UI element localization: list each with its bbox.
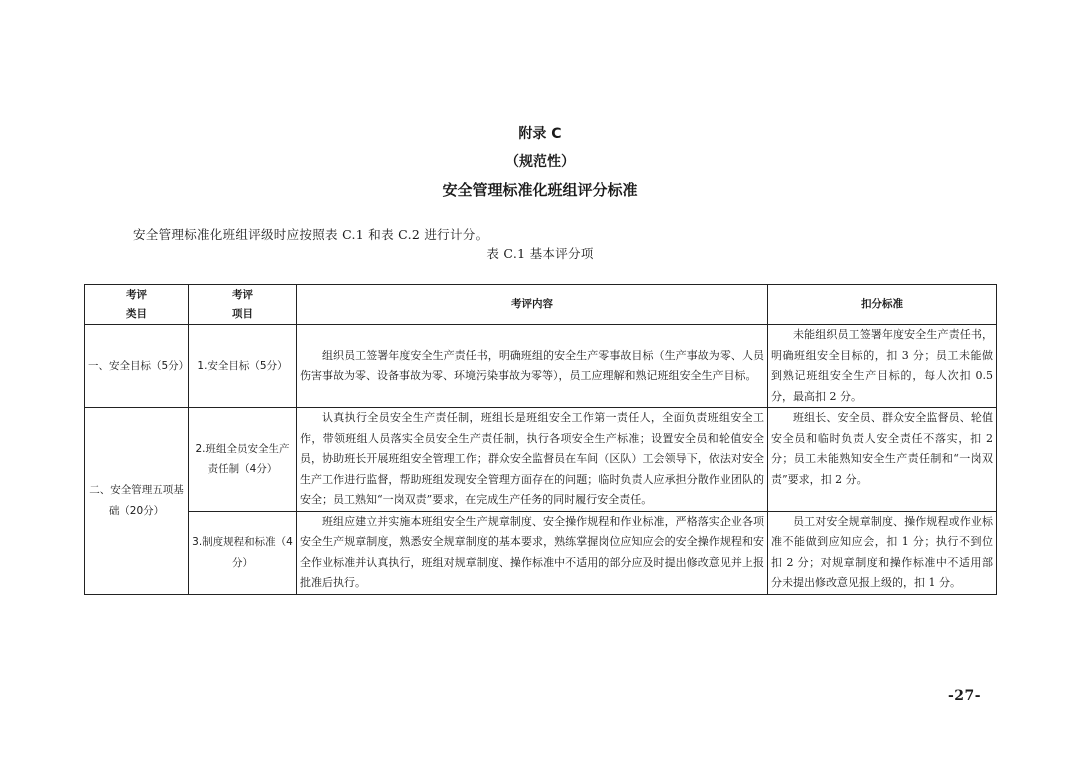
table-row bbox=[85, 511, 997, 594]
content-cell: 班组应建立并实施本班组安全生产规章制度、安全操作规程和作业标准，严格落实企业各项安全生产规章制度，熟悉安全规章制度的基本要求，熟练掌握岗位应知应会的安全操作规程和安全作业标准并认真执行，班组对规章制度、操作标准中不适用的部分应及时提出修改意见并上报批准后执行。 bbox=[297, 511, 768, 594]
content-cell: 认真执行全员安全生产责任制，班组长是班组安全工作第一责任人，全面负责班组安全工作，带领班组人员落实全员安全生产责任制，执行各项安全生产标准；设置安全员和轮值安全员，协助班长开展班组安全管理工作；群众安全监督员在车间（区队）工会领导下，依法对安全生产工作进行监督，帮助班组发现安全管理方面存在的问题；临时负责人应承担分散作业团队的安全；员工熟知“一岗双责”要求，在完成生产任务的同时履行安全责任。 bbox=[297, 408, 768, 512]
table-row bbox=[85, 408, 997, 512]
deduction-cell: 员工对安全规章制度、操作规程或作业标准不能做到应知应会，扣 1 分；执行不到位扣 2 分；对规章制度和操作标准中不适用部分未提出修改意见报上级的，扣 1 分。 bbox=[768, 511, 997, 594]
header-category: 考评 类目 bbox=[85, 285, 189, 325]
deduction-cell: 班组长、安全员、群众安全监督员、轮值安全员和临时负责人安全责任不落实，扣 2 分；员工未能熟知安全生产责任制和“一岗双责”要求，扣 2 分。 bbox=[768, 408, 997, 512]
basic-scoring-table bbox=[84, 284, 997, 595]
intro-paragraph: 安全管理标准化班组评级时应按照表 C.1 和表 C.2 进行计分。 bbox=[133, 227, 489, 242]
header-item: 考评 项目 bbox=[189, 285, 297, 325]
item-cell: 1.安全目标（5分） bbox=[189, 325, 297, 408]
item-cell: 2.班组全员安全生产责任制（4分） bbox=[189, 408, 297, 512]
deduction-cell: 未能组织员工签署年度安全生产责任书，明确班组安全目标的，扣 3 分；员工未能做到熟记班组安全生产目标的，每人次扣 0.5 分，最高扣 2 分。 bbox=[768, 325, 997, 408]
item-cell: 3.制度规程和标准（4分） bbox=[189, 511, 297, 594]
category-cell: 一、安全目标（5分） bbox=[85, 325, 189, 408]
appendix-subject-title: 安全管理标准化班组评分标准 bbox=[442, 181, 638, 199]
page-number: -27- bbox=[948, 688, 982, 704]
header-content: 考评内容 bbox=[297, 285, 768, 325]
table-row bbox=[85, 325, 997, 408]
header-deduction: 扣分标准 bbox=[768, 285, 997, 325]
content-cell: 组织员工签署年度安全生产责任书，明确班组的安全生产零事故目标（生产事故为零、人员伤害事故为零、设备事故为零、环境污染事故为零等），员工应理解和熟记班组安全生产目标。 bbox=[297, 325, 768, 408]
table-header-row bbox=[85, 285, 997, 325]
appendix-title: 附录 C bbox=[518, 126, 562, 142]
appendix-normative-label: （规范性） bbox=[505, 154, 575, 170]
table-caption: 表 C.1 基本评分项 bbox=[486, 246, 594, 261]
category-cell: 二、安全管理五项基础（20分） bbox=[85, 408, 189, 595]
